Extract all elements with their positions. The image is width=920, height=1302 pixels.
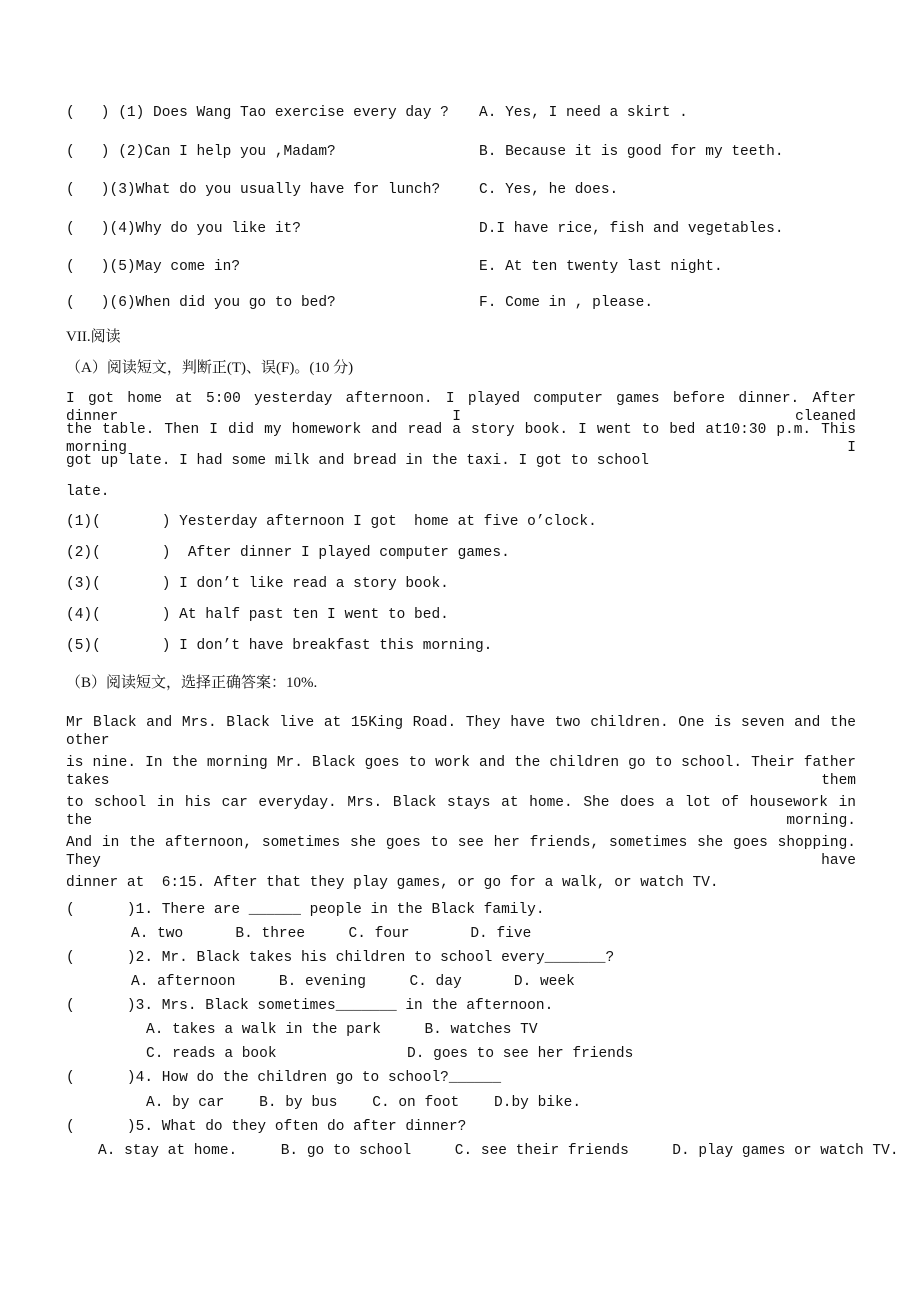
part-b-passage-line-1: Mr Black and Mrs. Black live at 15King Road. They have two children. One is seven and the other (66, 715, 856, 749)
part-b-question-5: ( )5. What do they often do after dinner? (66, 1119, 467, 1135)
match-question-4: ( )(4)Why do you like it? (66, 221, 301, 237)
part-b-passage-line-4: And in the afternoon, sometimes she goes to see her friends, sometimes she goes shopping. They have (66, 835, 856, 869)
match-question-2: ( ) (2)Can I help you ,Madam? (66, 144, 336, 160)
part-b-question-2: ( )2. Mr. Black takes his children to school every_______? (66, 950, 615, 966)
part-a-statement-3: (3)( ) I don’t like read a story book. (66, 576, 449, 592)
part-a-passage-line-4: late. (66, 484, 110, 500)
part-b-question-1: ( )1. There are ______ people in the Black family. (66, 902, 545, 918)
part-b-question-3-options-2: C. reads a book D. goes to see her friends (146, 1046, 634, 1062)
part-a-statement-5: (5)( ) I don’t have breakfast this morning. (66, 638, 493, 654)
part-b-question-1-options: A. two B. three C. four D. five (131, 926, 532, 942)
part-b-instruction: （B）阅读短文，选择正确答案：10%. (66, 675, 318, 691)
part-a-statement-1: (1)( ) Yesterday afternoon I got home at five o’clock. (66, 514, 597, 530)
match-answer-b: B. Because it is good for my teeth. (479, 144, 784, 160)
match-question-5: ( )(5)May come in? (66, 259, 241, 275)
match-answer-c: C. Yes, he does. (479, 182, 619, 198)
part-b-question-3: ( )3. Mrs. Black sometimes_______ in the afternoon. (66, 998, 554, 1014)
part-b-question-4-options: A. by car B. by bus C. on foot D.by bike. (146, 1095, 582, 1111)
part-b-question-2-options: A. afternoon B. evening C. day D. week (131, 974, 575, 990)
part-b-passage-line-2: is nine. In the morning Mr. Black goes to work and the children go to school. Their father takes them (66, 755, 856, 789)
match-question-3: ( )(3)What do you usually have for lunch? (66, 182, 441, 198)
part-b-question-3-options-1: A. takes a walk in the park B. watches TV (146, 1022, 538, 1038)
part-a-statement-4: (4)( ) At half past ten I went to bed. (66, 607, 449, 623)
match-question-1: ( ) (1) Does Wang Tao exercise every day ? (66, 105, 449, 121)
match-answer-d: D.I have rice, fish and vegetables. (479, 221, 784, 237)
part-b-passage-line-5: dinner at 6:15. After that they play games, or go for a walk, or watch TV. (66, 875, 719, 891)
part-a-passage-line-3: got up late. I had some milk and bread in the taxi. I got to school (66, 453, 649, 469)
part-b-question-5-options: A. stay at home. B. go to school C. see their friends D. play games or watch TV. (98, 1143, 899, 1159)
part-a-passage-line-1: I got home at 5:00 yesterday afternoon. I played computer games before dinner. After dinner I cleaned (66, 391, 856, 425)
section-heading: VII.阅读 (66, 329, 121, 345)
match-answer-a: A. Yes, I need a skirt . (479, 105, 688, 121)
part-a-statement-2: (2)( ) After dinner I played computer games. (66, 545, 510, 561)
part-b-passage-line-3: to school in his car everyday. Mrs. Black stays at home. She does a lot of housework in the morning. (66, 795, 856, 829)
match-question-6: ( )(6)When did you go to bed? (66, 295, 336, 311)
part-b-question-4: ( )4. How do the children go to school?______ (66, 1070, 502, 1086)
part-a-passage-line-2: the table. Then I did my homework and read a story book. I went to bed at10:30 p.m. This morning I (66, 422, 856, 456)
match-answer-e: E. At ten twenty last night. (479, 259, 723, 275)
match-answer-f: F. Come in , please. (479, 295, 654, 311)
part-a-instruction: （A）阅读短文，判断正(T)、误(F)。(10 分) (66, 360, 354, 376)
